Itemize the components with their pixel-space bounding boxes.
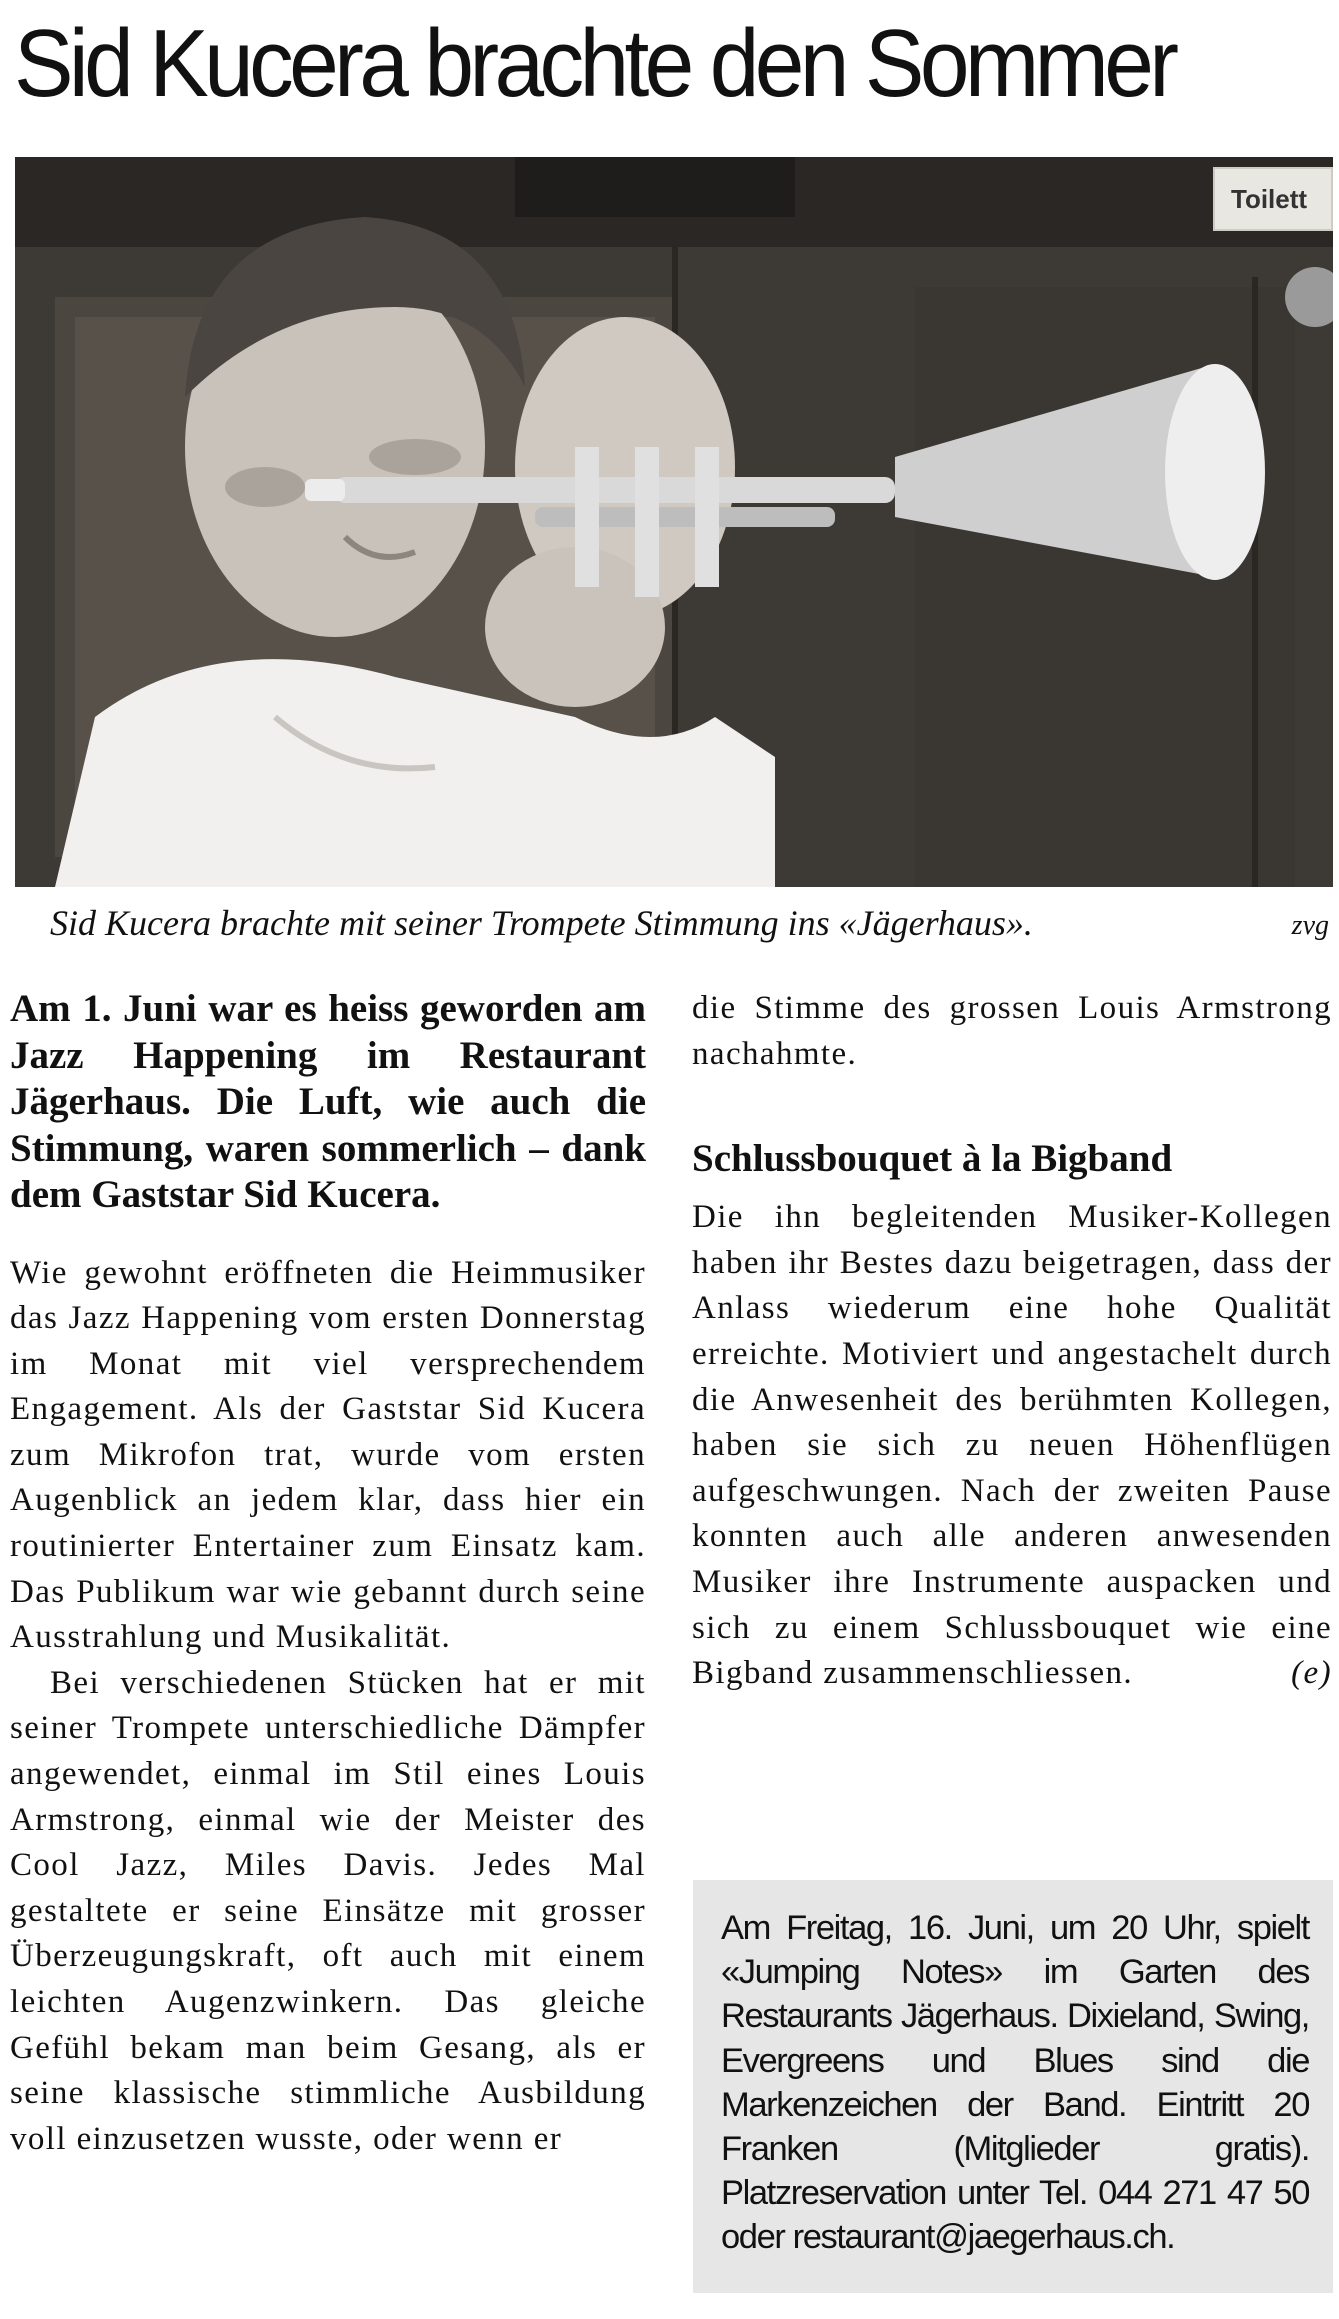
author-signature: (e): [1291, 1655, 1332, 1692]
toilet-sign: Toilett: [1213, 167, 1333, 231]
photo-caption: Sid Kucera brachte mit seiner Trompete Stimmung ins «Jägerhaus».: [50, 903, 1033, 943]
info-box-text: Am Freitag, 16. Juni, um 20 Uhr, spielt «Jumping Notes» im Garten des Restaurants Jägerhaus. Dixieland, Swing, Evergreens und Blues sind die Markenzeichen der Band. Eintritt 20 Franken (Mitglieder gratis). Platzreservation unter Tel. 044 271 47 50 oder restaurant@jaegerhaus.ch.: [721, 1909, 1309, 2257]
article-column-right: [692, 986, 1332, 1697]
photo-trumpet-player: [15, 157, 1333, 887]
article-paragraph-continued: die Stimme des grossen Louis Armstrong nachahmte.: [692, 990, 1332, 1072]
headline: Sid Kucera brachte den Sommer: [14, 10, 1175, 117]
article-lead: Am 1. Juni war es heiss geworden am Jazz Happening im Restaurant Jägerhaus. Die Luft, wie auch die Stimmung, waren sommerlich – dank dem Gaststar Sid Kucera.: [10, 987, 646, 1216]
info-box: [693, 1880, 1333, 2293]
article-paragraph-text: Die ihn begleitenden Musiker-Kollegen haben ihr Bestes dazu beigetragen, dass der Anlass wiederum eine hohe Qualität erreichte. Motiviert und angestachelt durch die Anwesenheit des berühmten Kollegen, haben sie sich zu neuen Höhenflügen aufgeschwungen. Nach der zweiten Pause konnten auch alle anderen anwesenden Musiker ihre Instrumente auspacken und sich zu einem Schlussbouquet wie eine Bigband zusammenschliessen.: [692, 1199, 1332, 1692]
article-paragraph: Bei verschiedenen Stücken hat er mit seiner Trompete unterschiedliche Dämpfer angewendet, einmal im Stil eines Louis Armstrong, einmal wie der Meister des Cool Jazz, Miles Davis. Jedes Mal gestaltete er seine Einsätze mit grosser Überzeugungskraft, oft auch mit einem leichten Augenzwinkern. Das gleiche Gefühl bekam man beim Gesang, als er seine klassische stimmliche Ausbildung voll einzusetzen wusste, oder wenn er: [10, 1664, 646, 2157]
article-subheading: Schlussbouquet à la Bigband: [692, 1137, 1173, 1181]
photo-illustration: [15, 157, 1333, 887]
photo-credit: zvg: [1291, 910, 1329, 941]
article-paragraph: Wie gewohnt eröffneten die Heimmusiker das Jazz Happening vom ersten Donnerstag im Monat mit viel versprechendem Engagement. Als der Gaststar Sid Kucera zum Mikrofon trat, wurde vom ersten Augenblick an jedem klar, dass hier ein routinierter Entertainer zum Einsatz kam. Das Publikum war wie gebannt durch seine Ausstrahlung und Musikalität.: [10, 1254, 646, 1656]
article-paragraph: [692, 1195, 1332, 1697]
article-column-left: [10, 986, 646, 2162]
